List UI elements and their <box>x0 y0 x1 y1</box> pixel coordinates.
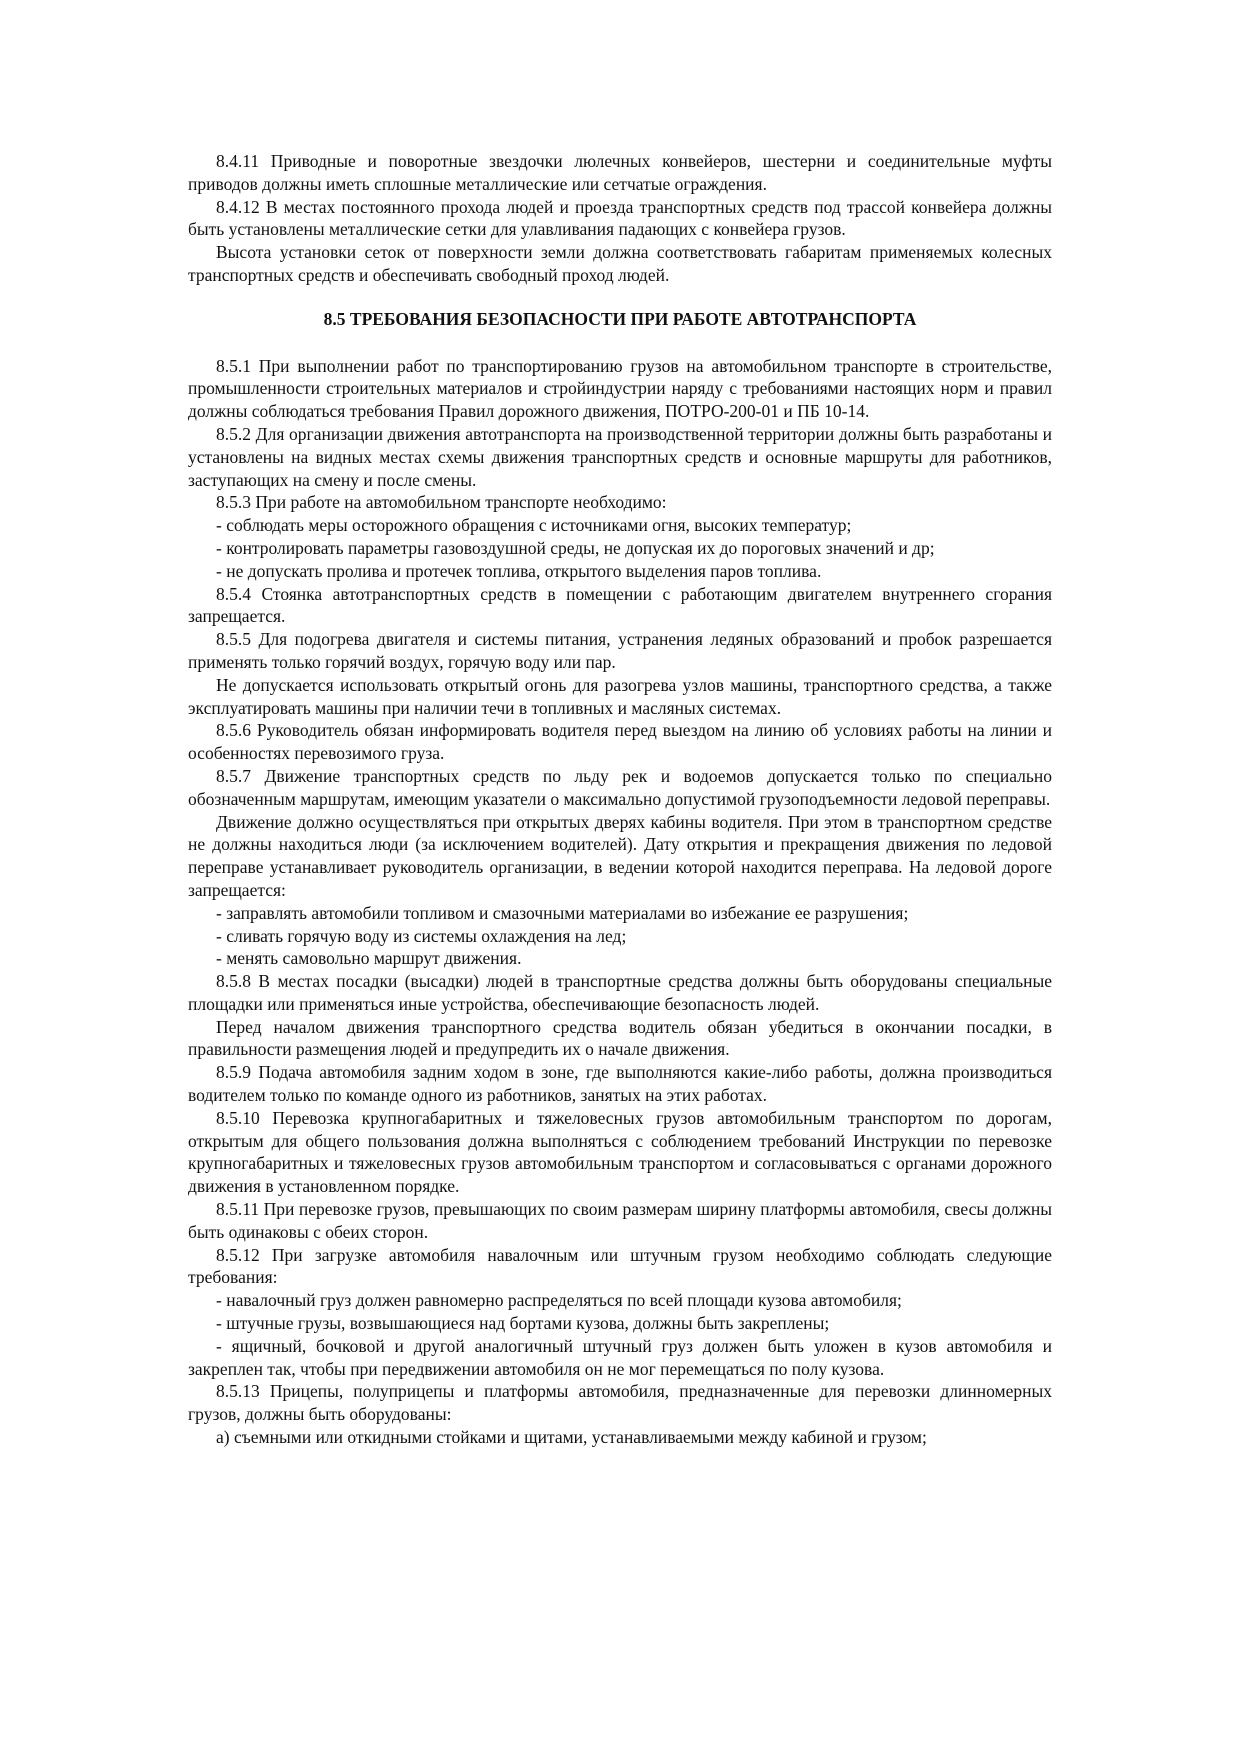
paragraph: 8.5.13 Прицепы, полуприцепы и платформы автомобиля, предназначенные для перевозки длинномерных грузов, должны быть оборудованы: <box>188 1381 1052 1425</box>
paragraph: 8.5.8 В местах посадки (высадки) людей в транспортные средства должны быть оборудованы специальные площадки или применяться иные устройства, обеспечивающие безопасность людей. <box>188 971 1052 1014</box>
paragraph: Движение должно осуществляться при открытых дверях кабины водителя. При этом в транспортном средстве не должны находиться люди (за исключением водителей). Дату открытия и прекращения движения по ледовой переправе устанавливает руководитель организации, в ведении которой находится переправа. На ледовой дороге запрещается: <box>188 811 1052 900</box>
list-item: - заправлять автомобили топливом и смазочными материалами во избежание ее разрушения; <box>216 902 909 923</box>
paragraph: 8.5.3 При работе на автомобильном транспорте необходимо: <box>216 492 667 513</box>
list-item: - контролировать параметры газовоздушной среды, не допуская их до пороговых значений и др; <box>216 537 935 558</box>
paragraph: 8.5.4 Стоянка автотранспортных средств в помещении с работающим двигателем внутреннего сгорания запрещается. <box>188 583 1052 627</box>
paragraph: 8.5.11 При перевозке грузов, превышающих по своим размерам ширину платформы автомобиля, свесы должны быть одинаковы с обеих сторон. <box>188 1199 1052 1242</box>
list-item: - штучные грузы, возвышающиеся над бортами кузова, должны быть закреплены; <box>216 1313 830 1334</box>
paragraph-8-4-12: 8.4.12 В местах постоянного прохода людей и проезда транспортных средств под трассой конвейера должны быть установлены металлические сетки для улавливания падающих с конвейера грузов. <box>188 196 1052 240</box>
section-heading: 8.5 ТРЕБОВАНИЯ БЕЗОПАСНОСТИ ПРИ РАБОТЕ АВТОТРАНСПОРТА <box>323 308 917 329</box>
paragraph: 8.5.1 При выполнении работ по транспортированию грузов на автомобильном транспорте в строительстве, промышленности строительных материалов и стройиндустрии наряду с требованиями настоящих норм и правил должны соблюдаться требования Правил дорожного движения, ПОТРО-200-01 и ПБ 10-14. <box>188 355 1052 422</box>
paragraph: 8.5.5 Для подогрева двигателя и системы питания, устранения ледяных образований и пробок разрешается применять только горячий воздух, горячую воду или пар. <box>188 629 1052 672</box>
list-item: а) съемными или откидными стойками и щитами, устанавливаемыми между кабиной и грузом; <box>216 1427 927 1448</box>
paragraph: 8.5.2 Для организации движения автотранспорта на производственной территории должны быть разработаны и установлены на видных местах схемы движения транспортных средств и основные маршруты для работников, заступающих на смену и после смены. <box>188 423 1052 490</box>
list-item: - ящичный, бочковой и другой аналогичный штучный груз должен быть уложен в кузов автомобиля и закреплен так, чтобы при передвижении автомобиля он не мог перемещаться по полу кузова. <box>188 1335 1052 1379</box>
list-item: - сливать горячую воду из системы охлаждения на лед; <box>216 925 627 946</box>
list-item: - менять самовольно маршрут движения. <box>216 948 522 969</box>
paragraph: 8.5.12 При загрузке автомобиля навалочным или штучным грузом необходимо соблюдать следующие требования: <box>188 1244 1052 1288</box>
paragraph: 8.5.6 Руководитель обязан информировать водителя перед выездом на линию об условиях работы на линии и особенностях перевозимого груза. <box>188 720 1052 764</box>
paragraph: 8.5.7 Движение транспортных средств по льду рек и водоемов допускается только по специально обозначенным маршрутам, имеющим указатели о максимально допустимой грузоподъемности ледовой переправы. <box>188 765 1052 809</box>
paragraph: 8.5.10 Перевозка крупногабаритных и тяжеловесных грузов автомобильным транспортом по дорогам, открытым для общего пользования должна выполняться с соблюдением требований Инструкции по перевозке крупногабаритных и тяжеловесных грузов автомобильным транспортом и согласовываться с органами дорожного движения в установленном порядке. <box>188 1107 1052 1197</box>
document-page <box>188 150 1052 1449</box>
list-item: - навалочный груз должен равномерно распределяться по всей площади кузова автомобиля; <box>216 1290 902 1311</box>
paragraph-net-height: Высота установки сеток от поверхности земли должна соответствовать габаритам применяемых колесных транспортных средств и обеспечивать свободный проход людей. <box>188 242 1052 285</box>
list-item: - не допускать пролива и протечек топлива, открытого выделения паров топлива. <box>216 560 822 581</box>
list-item: - соблюдать меры осторожного обращения с источниками огня, высоких температур; <box>216 515 852 536</box>
paragraph: 8.5.9 Подача автомобиля задним ходом в зоне, где выполняются какие-либо работы, должна производиться водителем только по команде одного из работников, занятых на этих работах. <box>188 1062 1052 1106</box>
paragraph: Не допускается использовать открытый огонь для разогрева узлов машины, транспортного средства, а также эксплуатировать машины при наличии течи в топливных и масляных системах. <box>188 674 1052 718</box>
paragraph-8-4-11: 8.4.11 Приводные и поворотные звездочки люлечных конвейеров, шестерни и соединительные муфты приводов должны иметь сплошные металлические или сетчатые ограждения. <box>188 151 1052 194</box>
paragraph: Перед началом движения транспортного средства водитель обязан убедиться в окончании посадки, в правильности размещения людей и предупредить их о начале движения. <box>188 1016 1052 1060</box>
